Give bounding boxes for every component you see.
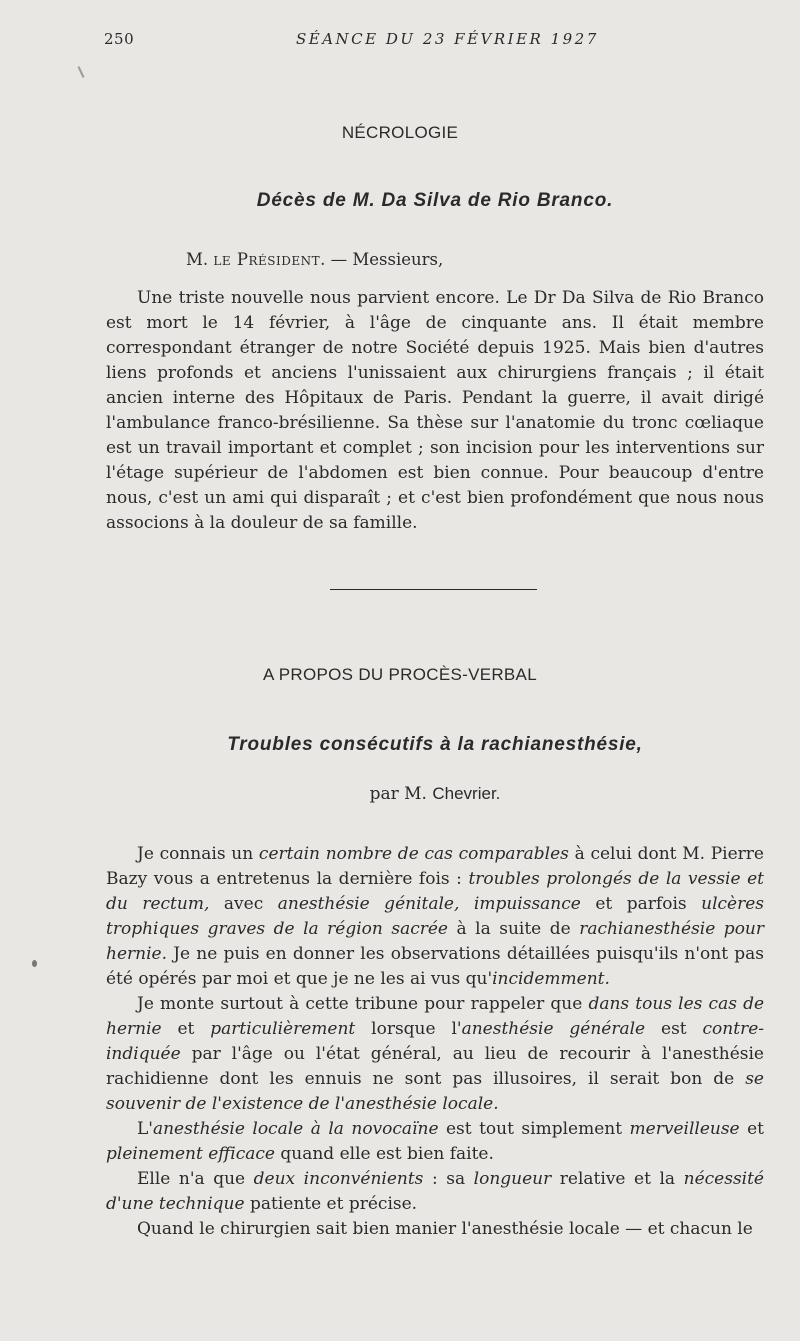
byline [0,784,800,804]
speaker-prefix: M. [186,250,214,269]
page-header [0,30,800,54]
text-run: : sa [423,1169,474,1189]
text-run: patiente et précise. [244,1194,418,1214]
text-run: Elle n'a que [137,1169,254,1189]
text-run: et parfois [580,894,702,914]
italic-run: troubles prolongés de la vessie et du rectum, [106,869,764,914]
italic-run: incidemment. [492,969,610,989]
italic-run: dans tous les cas de hernie [106,994,765,1039]
text-run: quand elle est bien faite. [274,1144,494,1164]
proces-verbal-heading: A PROPOS DU PROCÈS-VERBAL [263,665,537,684]
text-run: par l'âge ou l'état général, au lieu de recourir à l'anesthésie rachidienne dont les ennuis ne sont pas illusoires, il serait bon de [106,1044,764,1089]
necrology-heading: NÉCROLOGIE [341,123,459,142]
necrology-paragraph: Une triste nouvelle nous parvient encore. Le Dr Da Silva de Rio Branco est mort le 14 février, à l'âge de cinquante ans. Il était membre correspondant étranger de notre Société depuis 1925. Mais bien d'autres liens profonds et anciens l'unissaient aux chirurgiens français ; il était ancien interne des Hôpitaux de Paris. Pendant la guerre, il avait dirigé l'ambulance franco-brésilienne. Sa thèse sur l'anatomie du tronc cœliaque est un travail important et complet ; son incision pour les interventions sur l'étage supérieur de l'abdomen est bien connue. Pour beaucoup d'entre nous, c'est un ami qui disparaît ; et c'est bien profondément que nous nous associons à la douleur de sa famille. [106,288,764,533]
body-paragraph [106,992,764,1117]
italic-run: se souvenir de l'existence de l'anesthésie locale. [106,1069,764,1114]
italic-run: contre-indiquée [106,1019,764,1064]
section-divider [330,589,537,590]
italic-run: nécessité d'une technique [106,1169,764,1214]
proces-verbal-body [106,842,764,1242]
speaker-rest: . — Messieurs, [320,250,444,269]
italic-run: longueur [473,1169,552,1189]
body-paragraph [106,842,764,992]
text-run: Je connais un [137,844,259,864]
italic-run: pleinement efficace [106,1144,275,1164]
text-run: relative et la [551,1169,684,1189]
italic-run: rachianesthésie pour hernie. [106,919,765,964]
speaker-line [186,250,443,269]
speaker-role: le Président [213,250,321,269]
page-number: 250 [104,30,135,48]
text-run: lorsque l' [355,1019,462,1039]
running-head: SÉANCE DU 23 FÉVRIER 1927 [296,30,599,48]
text-run: avec [209,894,278,914]
proces-verbal-article-title: Troubles consécutifs à la rachianesthésie, [227,734,643,755]
italic-run: merveilleuse [629,1119,740,1139]
body-paragraph [106,1217,764,1242]
italic-run: ulcères trophiques graves de la région sacrée [106,894,765,939]
text-run: et [161,1019,211,1039]
text-run: Quand le chirurgien sait bien manier l'anesthésie locale — et chacun le [137,1219,753,1239]
text-run: à la suite de [448,919,580,939]
text-run: est tout simplement [438,1119,630,1139]
italic-run: anesthésie génitale, impuissance [277,894,581,914]
text-run: et [739,1119,764,1139]
byline-prefix: par M. [369,784,433,804]
body-paragraph [106,1167,764,1217]
italic-run: anesthésie générale [461,1019,646,1039]
byline-author: Chevrier. [432,784,501,803]
italic-run: certain nombre de cas comparables [258,844,569,864]
necrology-article-title: Décès de M. Da Silva de Rio Branco. [256,190,614,211]
text-run: est [645,1019,703,1039]
italic-run: anesthésie locale à la novocaïne [152,1119,439,1139]
text-run: L' [137,1119,153,1139]
text-run: Je ne puis en donner les observations détaillées puisqu'ils n'ont pas été opérés par moi et que je ne les ai vus qu' [106,944,764,989]
body-paragraph [106,1117,764,1167]
text-run: Je monte surtout à cette tribune pour rappeler que [137,994,589,1014]
necrology-body [106,286,764,536]
italic-run: deux inconvénients [253,1169,424,1189]
scan-artifact [78,66,85,78]
italic-run: particulièrement [210,1019,356,1039]
text-run: à celui dont M. Pierre Bazy vous a entretenus la dernière fois : [106,844,764,889]
scan-artifact [32,960,37,967]
